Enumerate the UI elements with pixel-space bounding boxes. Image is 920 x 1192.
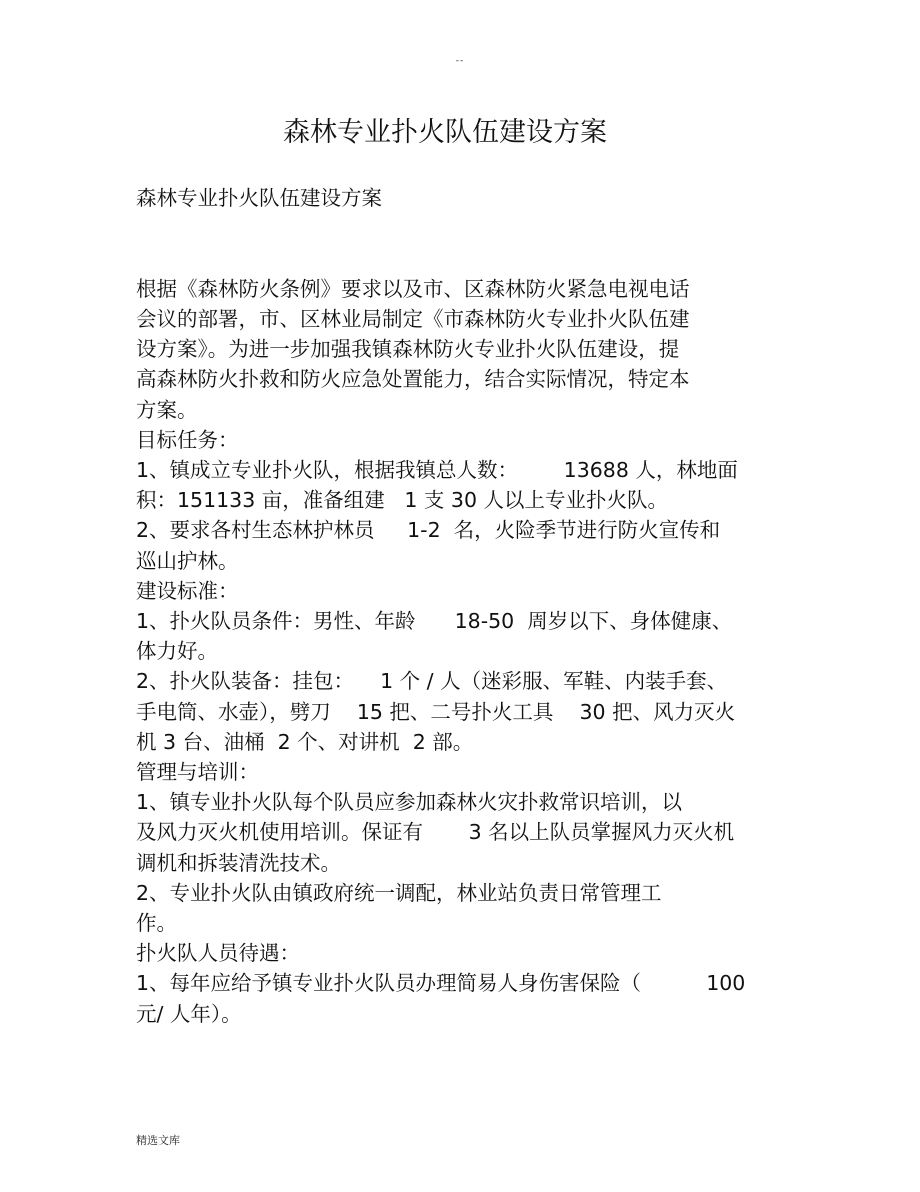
- body-line: 1、每年应给予镇专业扑火队员办理简易人身伤害保险（ 100: [136, 971, 746, 996]
- body-line: 方案。: [136, 397, 198, 422]
- body-line: 巡山护林。: [136, 548, 239, 573]
- page-footer-source: 精选文库: [136, 1134, 180, 1147]
- body-line: 会议的部署，市、区林业局制定《市森林防火专业扑火队伍建: [136, 307, 690, 331]
- body-line: 1、镇成立专业扑火队，根据我镇总人数： 13688 人，林地面: [136, 458, 738, 483]
- body-line: 积：151133 亩，准备组建 1 支 30 人以上专业扑火队。: [136, 488, 668, 513]
- section-heading-benefits: 扑火队人员待遇：: [136, 941, 300, 966]
- body-line: 根据《森林防火条例》要求以及市、区森林防火紧急电视电话: [136, 276, 690, 301]
- body-line: 2、扑火队装备：挂包： 1 个 / 人（迷彩服、军鞋、内装手套、: [136, 669, 728, 694]
- section-heading-goals: 目标任务：: [136, 427, 239, 452]
- body-line: 体力好。: [136, 639, 218, 664]
- body-line: 设方案》。为进一步加强我镇森林防火专业扑火队伍建设，提: [136, 337, 680, 362]
- body-line: 调机和拆装清洗技术。: [136, 850, 341, 875]
- body-line: 高森林防火扑救和防火应急处置能力，结合实际情况，特定本: [136, 367, 690, 392]
- section-heading-training: 管理与培训：: [136, 760, 259, 785]
- section-heading-standards: 建设标准：: [136, 578, 239, 603]
- body-line: 手电筒、水壶），劈刀 15 把、二号扑火工具 30 把、风力灭火: [136, 699, 736, 724]
- page-header-mark: --: [455, 56, 465, 66]
- document-title: 森林专业扑火队伍建设方案: [283, 117, 607, 148]
- body-line: 作。: [136, 911, 177, 936]
- body-line: 及风力灭火机使用培训。保证有 3 名以上队员掌握风力灭火机: [136, 820, 735, 845]
- body-line: 1、镇专业扑火队每个队员应参加森林火灾扑救常识培训，以: [136, 790, 683, 815]
- body-line: 1、扑火队员条件：男性、年龄 18-50 周岁以下、身体健康、: [136, 609, 733, 634]
- body-line: 元/ 人年）。: [136, 1001, 242, 1026]
- document-subtitle: 森林专业扑火队伍建设方案: [136, 186, 382, 210]
- document-body: [136, 183, 796, 1029]
- body-line: 机 3 台、油桶 2 个、对讲机 2 部。: [136, 729, 474, 754]
- body-line: 2、要求各村生态林护林员 1-2 名，火险季节进行防火宣传和: [136, 518, 721, 543]
- body-line: 2、专业扑火队由镇政府统一调配，林业站负责日常管理工: [136, 880, 662, 905]
